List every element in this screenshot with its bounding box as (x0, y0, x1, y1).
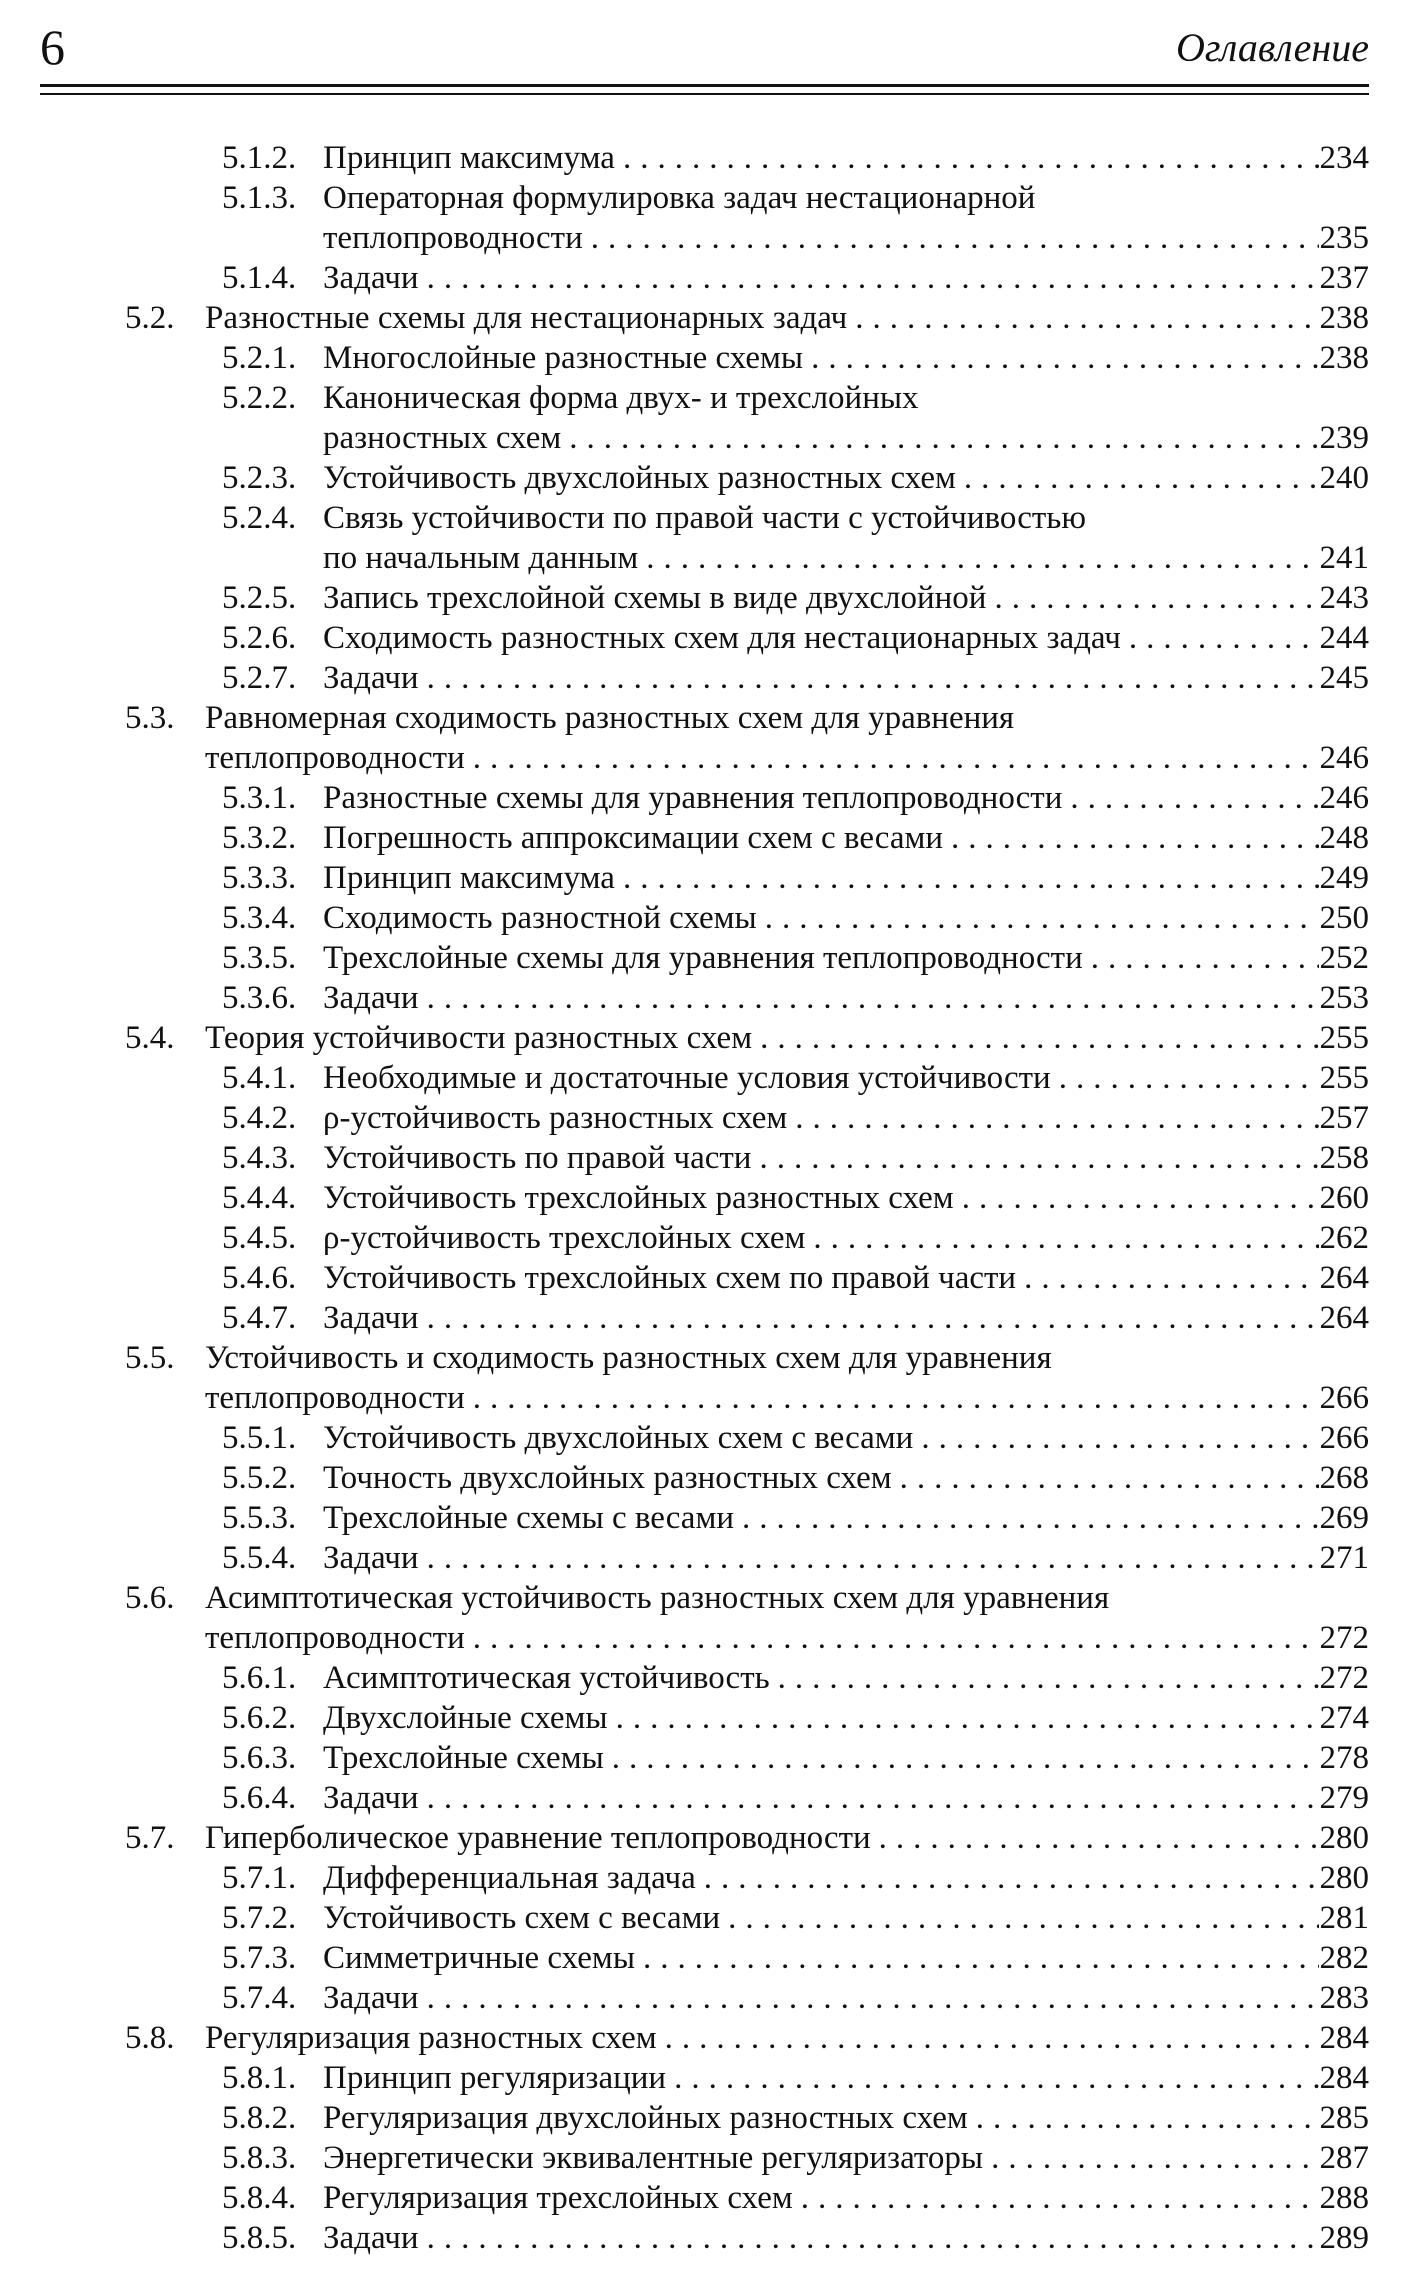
toc-entry-number: 5.6.1. (222, 1660, 297, 1696)
toc-page-number: 248 (1319, 820, 1369, 856)
dot-leader (419, 2218, 1319, 2258)
dot-leader (561, 418, 1319, 458)
toc-entry-number: 5.4.4. (222, 1180, 297, 1216)
toc-entry (0, 578, 1409, 618)
toc-entry-number: 5.3.4. (222, 900, 297, 936)
toc-entry-title: Трехслойные схемы (323, 1740, 604, 1776)
toc-page-number: 271 (1319, 1540, 1369, 1576)
toc-page-number: 274 (1319, 1700, 1369, 1736)
toc-entry (0, 178, 1409, 218)
toc-entry-number: 5.5.4. (222, 1540, 297, 1576)
dot-leader (1062, 778, 1319, 818)
toc-entry (0, 1898, 1409, 1938)
toc-page-number: 283 (1319, 1980, 1369, 2016)
toc-entry-number: 5.5.2. (222, 1460, 297, 1496)
toc-entry (0, 1818, 1409, 1858)
toc-entry-number: 5.8.2. (222, 2100, 297, 2136)
dot-leader (419, 258, 1319, 298)
dot-leader (720, 1898, 1319, 1938)
toc-page-number: 279 (1319, 1780, 1369, 1816)
toc-page-number: 250 (1319, 900, 1369, 936)
toc-page-number: 249 (1319, 860, 1369, 896)
toc-entry (0, 2098, 1409, 2138)
dot-leader (757, 898, 1319, 938)
toc-entry-number: 5.4.2. (222, 1100, 297, 1136)
toc-entry-number: 5.2.3. (222, 460, 297, 496)
toc-entry (0, 458, 1409, 498)
toc-entry-number: 5.7.3. (222, 1940, 297, 1976)
toc-page-number: 281 (1319, 1900, 1369, 1936)
toc-page-number: 288 (1319, 2180, 1369, 2216)
toc-page-number: 260 (1319, 1180, 1369, 1216)
dot-leader (696, 1858, 1319, 1898)
toc-entry-title: Сходимость разностной схемы (323, 900, 757, 936)
toc-entry (0, 1018, 1409, 1058)
toc-entry-number: 5.8.4. (222, 2180, 297, 2216)
dot-leader (635, 1938, 1319, 1978)
toc-entry-number: 5.6.4. (222, 1780, 297, 1816)
toc-entry-title: Теория устойчивости разностных схем (205, 1020, 753, 1056)
toc-entry-number: 5.3.5. (222, 940, 297, 976)
toc-entry-title: Разностные схемы для нестационарных задач (205, 300, 848, 336)
dot-leader (943, 818, 1319, 858)
toc-page-number: 246 (1319, 740, 1369, 776)
header-rule-thin (40, 93, 1369, 95)
toc-page-number: 268 (1319, 1460, 1369, 1496)
toc-entry-title: Принцип регуляризации (323, 2060, 667, 2096)
toc-entry (0, 338, 1409, 378)
toc-page-number: 240 (1319, 460, 1369, 496)
toc-entry-title: Задачи (323, 1780, 419, 1816)
toc-entry-title: Связь устойчивости по правой части с устойчивостью (323, 500, 1086, 536)
toc-entry (0, 1858, 1409, 1898)
toc-entry-number: 5.8.1. (222, 2060, 297, 2096)
toc-entry-continuation (0, 538, 1409, 578)
toc-entry-title: Трехслойные схемы с весами (323, 1500, 735, 1536)
toc-entry (0, 1218, 1409, 1258)
toc-entry-title: разностных схем (323, 420, 562, 456)
toc-page-number: 284 (1319, 2020, 1369, 2056)
toc-entry-number: 5.4.5. (222, 1220, 297, 1256)
toc-entry-title: Многослойные разностные схемы (323, 340, 804, 376)
toc-entry-title: Принцип максимума (323, 140, 615, 176)
toc-entry-title: по начальным данным (323, 540, 639, 576)
toc-entry-title: теплопроводности (323, 220, 583, 256)
dot-leader (983, 2138, 1319, 2178)
dot-leader (892, 1458, 1319, 1498)
toc-entry (0, 2178, 1409, 2218)
dot-leader (615, 138, 1319, 178)
toc-entry-title: теплопроводности (205, 1380, 465, 1416)
toc-entry (0, 1498, 1409, 1538)
toc-entry-number: 5.2.6. (222, 620, 297, 656)
dot-leader (657, 2018, 1319, 2058)
dot-leader (465, 1378, 1319, 1418)
toc-entry (0, 498, 1409, 538)
toc-entry-title: Принцип максимума (323, 860, 615, 896)
toc-entry-title: Запись трехслойной схемы в виде двухслойной (323, 580, 987, 616)
dot-leader (805, 1218, 1319, 1258)
toc-entry-title: Задачи (323, 260, 419, 296)
dot-leader (1121, 618, 1319, 658)
dot-leader (787, 1098, 1319, 1138)
dot-leader (956, 458, 1319, 498)
toc-entry-number: 5.2. (125, 300, 175, 336)
toc-entry-number: 5.4.3. (222, 1140, 297, 1176)
toc-entry-number: 5.6. (125, 1580, 175, 1616)
toc-entry (0, 898, 1409, 938)
toc-entry-title: Каноническая форма двух- и трехслойных (323, 380, 919, 416)
dot-leader (847, 298, 1319, 338)
dot-leader (419, 978, 1319, 1018)
toc-entry-title: Задачи (323, 2220, 419, 2256)
toc-entry-number: 5.8.5. (222, 2220, 297, 2256)
toc-entry-number: 5.1.3. (222, 180, 297, 216)
toc-entry-title: Двухслойные схемы (323, 1700, 608, 1736)
dot-leader (666, 2058, 1319, 2098)
toc-entry-number: 5.1.2. (222, 140, 297, 176)
dot-leader (419, 1978, 1319, 2018)
toc-entry-title: Необходимые и достаточные условия устойчивости (323, 1060, 1051, 1096)
toc-entry-title: Устойчивость трехслойных схем по правой части (323, 1260, 1017, 1296)
toc-entry-number: 5.3.3. (222, 860, 297, 896)
toc-entry (0, 1418, 1409, 1458)
toc-entry-continuation (0, 1378, 1409, 1418)
toc-entry (0, 298, 1409, 338)
toc-page-number: 245 (1319, 660, 1369, 696)
toc-page-number: 266 (1319, 1420, 1369, 1456)
toc-entry-title: Дифференциальная задача (323, 1860, 696, 1896)
toc-page-number: 282 (1319, 1940, 1369, 1976)
toc-entry-title: Точность двухслойных разностных схем (323, 1460, 892, 1496)
dot-leader (1016, 1258, 1319, 1298)
toc-page-number: 280 (1319, 1860, 1369, 1896)
toc-page-number: 255 (1319, 1020, 1369, 1056)
toc-entry-title: Сходимость разностных схем для нестационарных задач (323, 620, 1121, 656)
dot-leader (734, 1498, 1319, 1538)
toc-entry (0, 858, 1409, 898)
table-of-contents (0, 138, 1409, 2258)
dot-leader (615, 858, 1319, 898)
toc-entry-number: 5.8. (125, 2020, 175, 2056)
toc-entry-title: Асимптотическая устойчивость (323, 1660, 770, 1696)
toc-entry-title: Устойчивость двухслойных схем с весами (323, 1420, 914, 1456)
toc-entry (0, 1058, 1409, 1098)
toc-entry (0, 1978, 1409, 2018)
toc-entry (0, 978, 1409, 1018)
toc-entry-title: ρ-устойчивость трехслойных схем (323, 1220, 806, 1256)
toc-entry (0, 1258, 1409, 1298)
toc-entry (0, 138, 1409, 178)
toc-entry-continuation (0, 218, 1409, 258)
toc-entry-number: 5.7.2. (222, 1900, 297, 1936)
toc-entry-number: 5.6.3. (222, 1740, 297, 1776)
toc-page-number: 285 (1319, 2100, 1369, 2136)
toc-entry (0, 698, 1409, 738)
toc-entry (0, 1578, 1409, 1618)
toc-entry (0, 1538, 1409, 1578)
dot-leader (986, 578, 1319, 618)
toc-entry-number: 5.3. (125, 700, 175, 736)
toc-entry-number: 5.7.1. (222, 1860, 297, 1896)
dot-leader (465, 1618, 1319, 1658)
toc-page-number: 278 (1319, 1740, 1369, 1776)
toc-entry-number: 5.4.1. (222, 1060, 297, 1096)
dot-leader (604, 1738, 1319, 1778)
toc-entry-number: 5.5. (125, 1340, 175, 1376)
toc-entry (0, 1738, 1409, 1778)
toc-page-number: 238 (1319, 300, 1369, 336)
toc-entry-title: Задачи (323, 660, 419, 696)
toc-entry-continuation (0, 738, 1409, 778)
toc-entry (0, 378, 1409, 418)
toc-page-number: 255 (1319, 1060, 1369, 1096)
toc-entry-title: теплопроводности (205, 740, 465, 776)
toc-entry-continuation (0, 1618, 1409, 1658)
toc-entry-number: 5.7.4. (222, 1980, 297, 2016)
toc-entry-title: Задачи (323, 1540, 419, 1576)
toc-page-number: 243 (1319, 580, 1369, 616)
toc-entry-title: Устойчивость и сходимость разностных схем для уравнения (205, 1340, 1052, 1376)
toc-page-number: 244 (1319, 620, 1369, 656)
toc-page-number: 262 (1319, 1220, 1369, 1256)
toc-entry-title: Устойчивость трехслойных разностных схем (323, 1180, 954, 1216)
toc-page-number: 287 (1319, 2140, 1369, 2176)
dot-leader (752, 1018, 1319, 1058)
toc-entry-title: Гиперболическое уравнение теплопроводности (205, 1820, 871, 1856)
toc-entry (0, 1338, 1409, 1378)
toc-entry (0, 658, 1409, 698)
toc-entry-title: Устойчивость двухслойных разностных схем (323, 460, 956, 496)
toc-entry (0, 818, 1409, 858)
toc-entry (0, 778, 1409, 818)
dot-leader (583, 218, 1319, 258)
toc-page-number: 246 (1319, 780, 1369, 816)
toc-entry-title: Регуляризация трехслойных схем (323, 2180, 793, 2216)
dot-leader (419, 1538, 1319, 1578)
toc-entry-number: 5.2.2. (222, 380, 297, 416)
toc-entry-title: Задачи (323, 1300, 419, 1336)
toc-entry (0, 938, 1409, 978)
toc-entry-title: Задачи (323, 980, 419, 1016)
toc-entry (0, 258, 1409, 298)
toc-entry-number: 5.3.1. (222, 780, 297, 816)
header-rule-thick (40, 84, 1369, 87)
toc-entry-number: 5.5.3. (222, 1500, 297, 1536)
toc-entry-number: 5.2.5. (222, 580, 297, 616)
toc-entry-title: Разностные схемы для уравнения теплопроводности (323, 780, 1063, 816)
toc-entry-number: 5.2.1. (222, 340, 297, 376)
dot-leader (803, 338, 1319, 378)
toc-entry (0, 1778, 1409, 1818)
toc-entry (0, 1178, 1409, 1218)
toc-page-number: 238 (1319, 340, 1369, 376)
toc-entry-number: 5.7. (125, 1820, 175, 1856)
dot-leader (419, 658, 1319, 698)
dot-leader (1051, 1058, 1319, 1098)
toc-entry-number: 5.3.2. (222, 820, 297, 856)
toc-page-number: 272 (1319, 1620, 1369, 1656)
dot-leader (770, 1658, 1319, 1698)
toc-page-number: 284 (1319, 2060, 1369, 2096)
toc-page-number: 239 (1319, 420, 1369, 456)
toc-entry-title: Задачи (323, 1980, 419, 2016)
toc-page-number: 234 (1319, 140, 1369, 176)
toc-entry (0, 2018, 1409, 2058)
toc-entry (0, 2218, 1409, 2258)
toc-page-number: 264 (1319, 1260, 1369, 1296)
dot-leader (793, 2178, 1319, 2218)
toc-entry (0, 2138, 1409, 2178)
toc-entry (0, 1698, 1409, 1738)
dot-leader (751, 1138, 1319, 1178)
toc-entry-number: 5.5.1. (222, 1420, 297, 1456)
toc-entry-title: Устойчивость схем с весами (323, 1900, 721, 1936)
toc-entry (0, 2058, 1409, 2098)
toc-entry-title: Погрешность аппроксимации схем с весами (323, 820, 944, 856)
toc-page-number: 252 (1319, 940, 1369, 976)
running-header-title: Оглавление (1175, 25, 1369, 70)
toc-page-number: 237 (1319, 260, 1369, 296)
dot-leader (954, 1178, 1319, 1218)
toc-page-number: 266 (1319, 1380, 1369, 1416)
dot-leader (638, 538, 1319, 578)
dot-leader (913, 1418, 1319, 1458)
toc-entry-continuation (0, 418, 1409, 458)
toc-page-number: 253 (1319, 980, 1369, 1016)
toc-entry-number: 5.8.3. (222, 2140, 297, 2176)
toc-entry-title: Операторная формулировка задач нестационарной (323, 180, 1036, 216)
dot-leader (608, 1698, 1319, 1738)
toc-entry (0, 1458, 1409, 1498)
dot-leader (1083, 938, 1319, 978)
page-number: 6 (40, 19, 65, 75)
toc-page-number: 257 (1319, 1100, 1369, 1136)
toc-entry-number: 5.4.7. (222, 1300, 297, 1336)
toc-page-number: 289 (1319, 2220, 1369, 2256)
toc-page-number: 264 (1319, 1300, 1369, 1336)
toc-entry-title: Регуляризация двухслойных разностных схем (323, 2100, 968, 2136)
toc-entry-number: 5.2.4. (222, 500, 297, 536)
toc-entry-title: Энергетически эквивалентные регуляризаторы (323, 2140, 984, 2176)
toc-entry (0, 1938, 1409, 1978)
toc-entry (0, 618, 1409, 658)
dot-leader (871, 1818, 1319, 1858)
toc-entry-title: Трехслойные схемы для уравнения теплопроводности (323, 940, 1083, 976)
toc-entry-title: теплопроводности (205, 1620, 465, 1656)
toc-entry-number: 5.4.6. (222, 1260, 297, 1296)
toc-entry-number: 5.3.6. (222, 980, 297, 1016)
toc-entry-title: Равномерная сходимость разностных схем для уравнения (205, 700, 1015, 736)
toc-entry-number: 5.4. (125, 1020, 175, 1056)
toc-entry (0, 1298, 1409, 1338)
toc-page-number: 269 (1319, 1500, 1369, 1536)
toc-entry-number: 5.6.2. (222, 1700, 297, 1736)
toc-entry (0, 1658, 1409, 1698)
toc-entry-title: Асимптотическая устойчивость разностных схем для уравнения (205, 1580, 1110, 1616)
toc-entry-title: Устойчивость по правой части (323, 1140, 752, 1176)
dot-leader (968, 2098, 1319, 2138)
dot-leader (419, 1778, 1319, 1818)
toc-entry-title: Симметричные схемы (323, 1940, 635, 1976)
toc-entry-number: 5.1.4. (222, 260, 297, 296)
toc-entry-number: 5.2.7. (222, 660, 297, 696)
toc-entry (0, 1098, 1409, 1138)
toc-entry-title: Регуляризация разностных схем (205, 2020, 657, 2056)
toc-entry-title: ρ-устойчивость разностных схем (323, 1100, 788, 1136)
toc-page-number: 235 (1319, 220, 1369, 256)
toc-page-number: 272 (1319, 1660, 1369, 1696)
toc-entry (0, 1138, 1409, 1178)
dot-leader (465, 738, 1319, 778)
toc-page-number: 241 (1319, 540, 1369, 576)
toc-page-number: 280 (1319, 1820, 1369, 1856)
toc-page-number: 258 (1319, 1140, 1369, 1176)
dot-leader (419, 1298, 1319, 1338)
